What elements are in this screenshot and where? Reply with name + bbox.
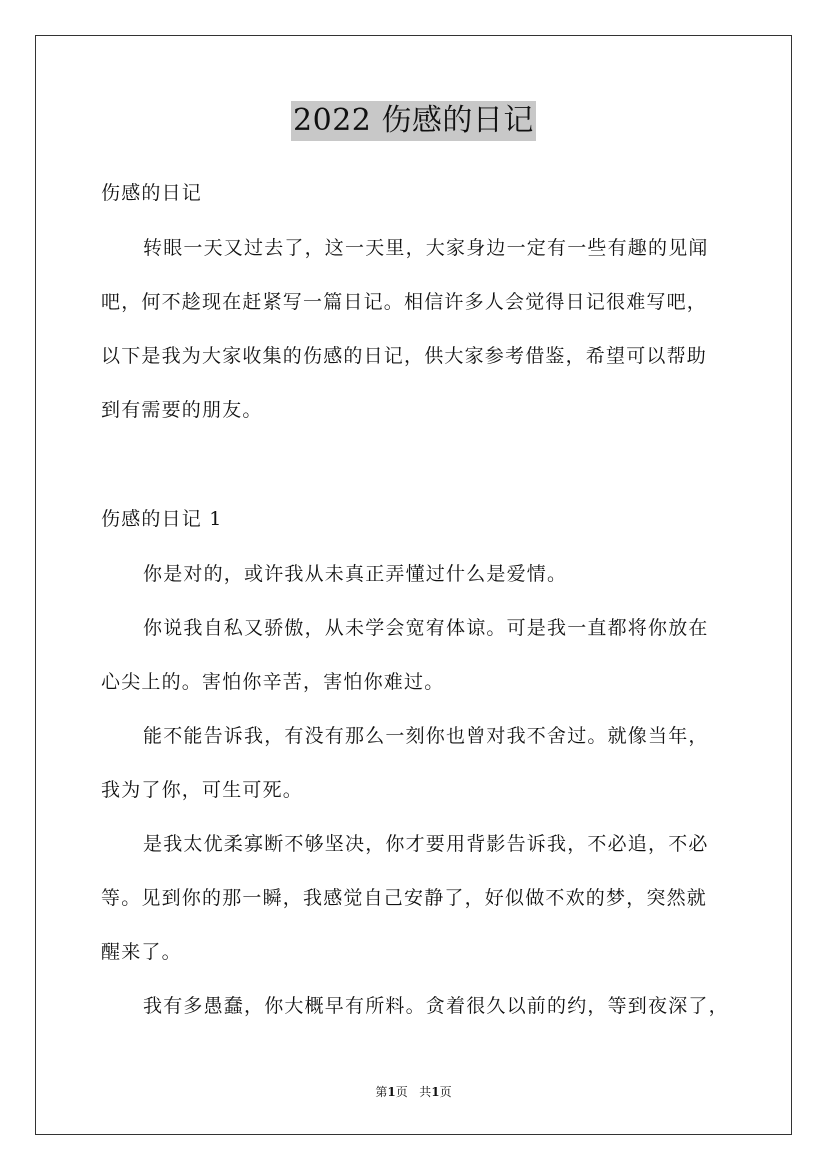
intro-line-4: 到有需要的朋友。	[101, 399, 263, 421]
body-line-9: 我有多愚蠢，你大概早有所料。贪着很久以前的约，等到夜深了，	[143, 995, 729, 1017]
body-line-1: 你是对的，或许我从未真正弄懂过什么是爱情。	[143, 563, 568, 585]
title-wrap	[0, 101, 827, 141]
body-line-6: 是我太优柔寡断不够坚决，你才要用背影告诉我，不必追，不必	[143, 833, 709, 855]
footer-total-prefix: 共	[419, 1085, 432, 1099]
body-line-5: 我为了你，可生可死。	[101, 779, 304, 801]
intro-line-1: 转眼一天又过去了，这一天里，大家身边一定有一些有趣的见闻	[143, 237, 709, 259]
document-heading: 伤感的日记	[101, 182, 203, 204]
body-line-4: 能不能告诉我，有没有那么一刻你也曾对我不舍过。就像当年，	[143, 725, 709, 747]
footer-page-prefix: 第	[375, 1085, 388, 1099]
footer-total-suffix: 页	[439, 1085, 452, 1099]
section-heading: 伤感的日记 1	[101, 508, 223, 530]
footer-page-number: 1	[387, 1085, 396, 1099]
document-title: 2022 伤感的日记	[291, 101, 536, 141]
body-line-3: 心尖上的。害怕你辛苦，害怕你难过。	[101, 671, 445, 693]
body-line-2: 你说我自私又骄傲，从未学会宽宥体谅。可是我一直都将你放在	[143, 617, 709, 639]
footer-page-suffix: 页	[395, 1085, 408, 1099]
body-line-7: 等。见到你的那一瞬，我感觉自己安静了，好似做不欢的梦，突然就	[101, 887, 708, 909]
footer-total-number: 1	[431, 1085, 440, 1099]
page-footer	[0, 1084, 827, 1100]
intro-line-3: 以下是我为大家收集的伤感的日记，供大家参考借鉴，希望可以帮助	[101, 345, 708, 367]
body-line-8: 醒来了。	[101, 941, 182, 963]
intro-line-2: 吧，何不趁现在赶紧写一篇日记。相信许多人会觉得日记很难写吧，	[101, 291, 708, 313]
